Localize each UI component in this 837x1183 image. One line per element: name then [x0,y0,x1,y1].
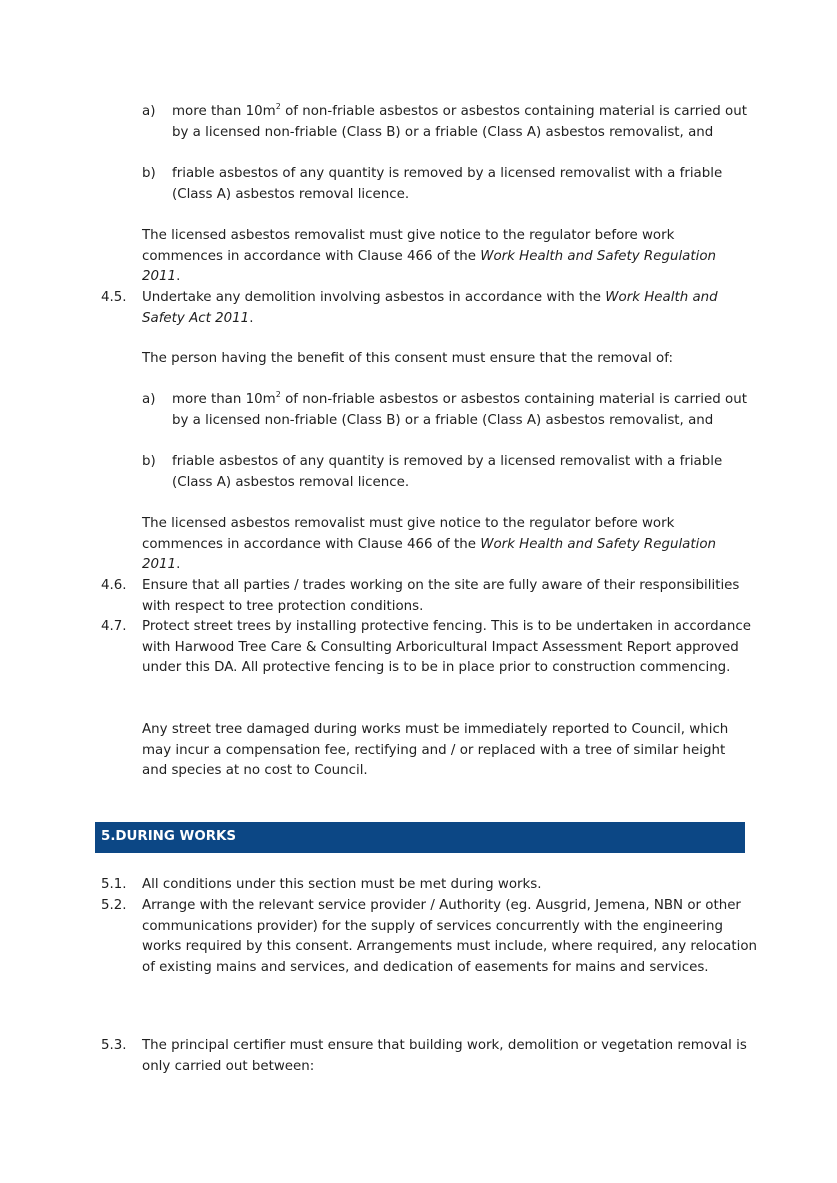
condition-text: Undertake any demolition involving asbestos in accordance with the Work Health and Safety Act 2011. [142,290,718,326]
condition-text: All conditions under this section must be met during works. [142,877,542,892]
list-item-a [142,102,747,164]
condition-number: 5.3. [101,1038,127,1053]
condition-text: Ensure that all parties / trades working on the site are fully aware of their responsibilities with respect to tree protection conditions. [142,578,740,614]
notice-paragraph: The licensed asbestos removalist must give notice to the regulator before work commences in accordance with Clause 466 of the Work Health and Safety Regulation 2011. [142,228,717,285]
condition-number: 4.6. [101,578,127,593]
condition-text: Protect street trees by installing protective fencing. This is to be undertaken in accordance with Harwood Tree Care & Consulting Arboricultural Impact Assessment Report approved under this DA. All protective fencing is to be in place prior to construction commencing. [142,619,751,676]
list-label: a) [142,392,156,407]
section-heading-band [95,822,745,853]
condition-4-5 [101,288,761,330]
condition-number: 5.1. [101,877,127,892]
list-item-b [142,164,742,206]
street-tree-paragraph: Any street tree damaged during works must be immediately reported to Council, which may incur a compensation fee, rectifying and / or replaced with a tree of similar height and species at no cost to Council. [142,722,729,779]
list-item-text: friable asbestos of any quantity is removed by a licensed removalist with a friable (Class A) asbestos removal licence. [172,454,723,490]
condition-number: 4.7. [101,619,127,634]
list-item-b [142,452,742,494]
condition-4-6 [101,576,761,618]
condition-5-1 [101,875,761,896]
list-label: a) [142,104,156,119]
condition-5-2 [101,896,761,1000]
section-heading: 5.DURING WORKS [101,829,237,844]
condition-text: The principal certifier must ensure that building work, demolition or vegetation removal is only carried out between: [142,1038,747,1074]
condition-4-7 [101,617,761,701]
list-item-text: more than $10m^2$ of non-friable asbestos or asbestos containing material is carried out by a licensed non-friable (Class B) or a friable (Class A) asbestos removalist, and [172,390,747,428]
condition-5-3 [101,1036,761,1078]
list-label: b) [142,454,156,469]
notice-paragraph: The licensed asbestos removalist must give notice to the regulator before work commences in accordance with Clause 466 of the Work Health and Safety Regulation 2011. [142,516,717,573]
list-label: b) [142,166,156,181]
list-item-a [142,390,747,452]
condition-number: 5.2. [101,898,127,913]
list-item-text: friable asbestos of any quantity is removed by a licensed removalist with a friable (Class A) asbestos removal licence. [172,166,723,202]
list-item-text: more than $10m^2$ of non-friable asbestos or asbestos containing material is carried out by a licensed non-friable (Class B) or a friable (Class A) asbestos removalist, and [172,102,747,140]
benefit-paragraph: The person having the benefit of this consent must ensure that the removal of: [142,351,673,366]
condition-number: 4.5. [101,290,127,305]
condition-text: Arrange with the relevant service provider / Authority (eg. Ausgrid, Jemena, NBN or other communications provider) for the supply of services concurrently with the engineering works required by this consent. Arrangements must include, where required, any relocation of existing mains and services, and dedication of easements for mains and services. [142,898,757,975]
